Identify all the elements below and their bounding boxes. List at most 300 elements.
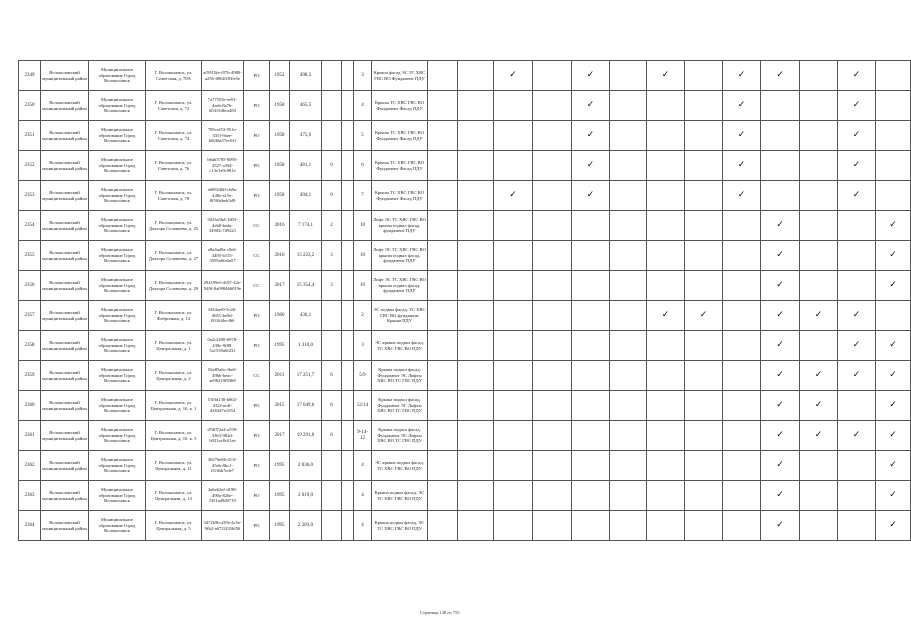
- cell-c1: [322, 91, 342, 121]
- cell-area: 15 223,2: [290, 241, 322, 271]
- cell-c1: [322, 451, 342, 481]
- empty-cell: [494, 391, 533, 421]
- checkmark-icon: ✓: [761, 511, 800, 541]
- cell-municipality: Муниципальное образование Город Волоколамск: [89, 241, 146, 271]
- cell-c3: 10: [354, 211, 372, 241]
- cell-area: 7 174,1: [290, 211, 322, 241]
- empty-cell: [685, 271, 723, 301]
- empty-cell: [533, 211, 572, 241]
- empty-cell: [533, 451, 572, 481]
- checkmark-icon: ✓: [800, 391, 838, 421]
- empty-cell: [572, 451, 610, 481]
- empty-cell: [723, 271, 761, 301]
- cell-municipality: Муниципальное образование Город Волоколамск: [89, 481, 146, 511]
- cell-district: Волоколамский муниципальный район: [41, 271, 89, 301]
- table-body: [19, 61, 911, 541]
- cell-year: 1995: [270, 511, 290, 541]
- checkmark-icon: ✓: [572, 61, 610, 91]
- cell-c1: [322, 511, 342, 541]
- checkmark-icon: ✓: [723, 151, 761, 181]
- empty-cell: [428, 91, 458, 121]
- cell-address: Г. Волоколамск, ул. Центральная, д. 13: [146, 481, 202, 511]
- cell-district: Волоколамский муниципальный район: [41, 241, 89, 271]
- cell-type: РО: [244, 181, 270, 211]
- cell-c3: 9-14-12: [354, 421, 372, 451]
- cell-n: 2351: [19, 121, 41, 151]
- empty-cell: [685, 151, 723, 181]
- empty-cell: [685, 451, 723, 481]
- cell-works: Крыша подвал фасад, Фундамент ЭС Лифты ХВС ВО ТС ГВС ПДУ: [372, 421, 428, 451]
- empty-cell: [723, 211, 761, 241]
- cell-n: 2362: [19, 451, 41, 481]
- cell-n: 2349: [19, 61, 41, 91]
- empty-cell: [428, 511, 458, 541]
- cell-n: 2356: [19, 271, 41, 301]
- cell-type: РО: [244, 61, 270, 91]
- empty-cell: [800, 121, 838, 151]
- cell-c1: [322, 301, 342, 331]
- empty-cell: [647, 331, 685, 361]
- empty-cell: [800, 481, 838, 511]
- cell-n: 2355: [19, 241, 41, 271]
- cell-area: 498,3: [290, 61, 322, 91]
- empty-cell: [685, 211, 723, 241]
- cell-type: РО: [244, 481, 270, 511]
- empty-cell: [761, 151, 800, 181]
- checkmark-icon: ✓: [572, 91, 610, 121]
- cell-c3: 4: [354, 511, 372, 541]
- empty-cell: [647, 271, 685, 301]
- cell-n: 2359: [19, 361, 41, 391]
- empty-cell: [533, 421, 572, 451]
- checkmark-icon: ✓: [876, 451, 911, 481]
- cell-type: СС: [244, 271, 270, 301]
- cell-area: 436,1: [290, 301, 322, 331]
- empty-cell: [458, 151, 494, 181]
- checkmark-icon: ✓: [876, 331, 911, 361]
- checkmark-icon: ✓: [838, 301, 876, 331]
- empty-cell: [876, 301, 911, 331]
- cell-area: 19 291,0: [290, 421, 322, 451]
- checkmark-icon: ✓: [723, 181, 761, 211]
- empty-cell: [800, 211, 838, 241]
- cell-guid: 7a77555e-ee91-4aeb-8a7b-60415d6ca483: [202, 91, 244, 121]
- checkmark-icon: ✓: [876, 391, 911, 421]
- checkmark-icon: ✓: [723, 61, 761, 91]
- cell-year: 1995: [270, 331, 290, 361]
- cell-n: 2364: [19, 511, 41, 541]
- cell-municipality: Муниципальное образование Город Волоколамск: [89, 511, 146, 541]
- cell-type: РО: [244, 301, 270, 331]
- cell-c1: [322, 331, 342, 361]
- cell-guid: a8a4ad9a-c9e6-4495-b155-3595a6fa6a57: [202, 241, 244, 271]
- cell-works: Лифт ЭС ТС ХВС ГВС ВО крыша подвал фасад, фундамент ПДУ: [372, 241, 428, 271]
- checkmark-icon: ✓: [838, 151, 876, 181]
- checkmark-icon: ✓: [876, 421, 911, 451]
- cell-municipality: Муниципальное образование Город Волоколамск: [89, 331, 146, 361]
- cell-type: РО: [244, 151, 270, 181]
- cell-area: 17 251,7: [290, 361, 322, 391]
- checkmark-icon: ✓: [800, 361, 838, 391]
- empty-cell: [533, 271, 572, 301]
- cell-type: РО: [244, 421, 270, 451]
- empty-cell: [533, 91, 572, 121]
- cell-guid: b6ab3785-0095-4527-a394-c13e1a9c981e: [202, 151, 244, 181]
- empty-cell: [723, 511, 761, 541]
- empty-cell: [685, 391, 723, 421]
- empty-cell: [838, 391, 876, 421]
- cell-c3: 7: [354, 181, 372, 211]
- cell-c3: 6: [354, 151, 372, 181]
- empty-cell: [800, 331, 838, 361]
- empty-cell: [838, 481, 876, 511]
- cell-c2: [342, 301, 354, 331]
- cell-address: Г. Волоколамск, ул. Центральная, д. 2: [146, 361, 202, 391]
- table-row: [19, 241, 911, 271]
- empty-cell: [533, 391, 572, 421]
- empty-cell: [610, 481, 647, 511]
- cell-district: Волоколамский муниципальный район: [41, 301, 89, 331]
- empty-cell: [458, 391, 494, 421]
- empty-cell: [533, 181, 572, 211]
- empty-cell: [647, 451, 685, 481]
- empty-cell: [572, 211, 610, 241]
- empty-cell: [428, 121, 458, 151]
- empty-cell: [838, 271, 876, 301]
- cell-year: 2017: [270, 271, 290, 301]
- cell-type: РО: [244, 391, 270, 421]
- empty-cell: [838, 211, 876, 241]
- cell-c2: [342, 61, 354, 91]
- empty-cell: [685, 241, 723, 271]
- cell-year: 1958: [270, 121, 290, 151]
- cell-address: Г. Волоколамск, ул. Советская, д. 72: [146, 91, 202, 121]
- empty-cell: [610, 331, 647, 361]
- cell-district: Волоколамский муниципальный район: [41, 181, 89, 211]
- checkmark-icon: ✓: [572, 121, 610, 151]
- empty-cell: [428, 481, 458, 511]
- cell-c1: 0: [322, 181, 342, 211]
- empty-cell: [610, 91, 647, 121]
- cell-c3: 5/9: [354, 361, 372, 391]
- empty-cell: [685, 511, 723, 541]
- cell-guid: d7d072a4-a559-4363-982d-b921ac8c61ae: [202, 421, 244, 451]
- empty-cell: [572, 241, 610, 271]
- empty-cell: [800, 451, 838, 481]
- checkmark-icon: ✓: [876, 481, 911, 511]
- empty-cell: [723, 421, 761, 451]
- cell-municipality: Муниципальное образование Город Волоколамск: [89, 61, 146, 91]
- empty-cell: [458, 211, 494, 241]
- empty-cell: [533, 481, 572, 511]
- cell-municipality: Муниципальное образование Город Волоколамск: [89, 91, 146, 121]
- empty-cell: [533, 61, 572, 91]
- cell-municipality: Муниципальное образование Город Волоколамск: [89, 211, 146, 241]
- empty-cell: [458, 301, 494, 331]
- cell-c1: [322, 61, 342, 91]
- checkmark-icon: ✓: [838, 91, 876, 121]
- empty-cell: [610, 271, 647, 301]
- cell-municipality: Муниципальное образование Город Волоколамск: [89, 301, 146, 331]
- empty-cell: [494, 481, 533, 511]
- empty-cell: [723, 481, 761, 511]
- empty-cell: [647, 151, 685, 181]
- table-row: [19, 451, 911, 481]
- empty-cell: [494, 91, 533, 121]
- checkmark-icon: ✓: [876, 211, 911, 241]
- cell-type: РО: [244, 511, 270, 541]
- table-row: [19, 91, 911, 121]
- cell-works: Лифт ЭС ТС ХВС ГВС ВО крыша подвал фасад, фундамент ПДУ: [372, 271, 428, 301]
- cell-address: Г. Волоколамск, ул. Центральная, д. 1: [146, 331, 202, 361]
- cell-n: 2353: [19, 181, 41, 211]
- empty-cell: [458, 451, 494, 481]
- empty-cell: [723, 301, 761, 331]
- empty-cell: [610, 61, 647, 91]
- cell-address: Г. Волоколамск, ул. Центральная, д. 11: [146, 451, 202, 481]
- empty-cell: [572, 301, 610, 331]
- empty-cell: [647, 481, 685, 511]
- empty-cell: [838, 511, 876, 541]
- cell-guid: 02a85a6c-fbe0-49bb-beac-ae96419f9368: [202, 361, 244, 391]
- empty-cell: [458, 121, 494, 151]
- empty-cell: [428, 391, 458, 421]
- empty-cell: [647, 361, 685, 391]
- cell-year: 2011: [270, 361, 290, 391]
- checkmark-icon: ✓: [838, 121, 876, 151]
- empty-cell: [428, 241, 458, 271]
- checkmark-icon: ✓: [647, 61, 685, 91]
- cell-c1: 3: [322, 241, 342, 271]
- cell-district: Волоколамский муниципальный район: [41, 91, 89, 121]
- cell-address: Г. Волоколамск, ул. Центральная, д. 10, к. 3: [146, 421, 202, 451]
- checkmark-icon: ✓: [647, 301, 685, 331]
- cell-address: Г. Волоколамск, ул. Фабричная, д. 14: [146, 301, 202, 331]
- cell-municipality: Муниципальное образование Город Волоколамск: [89, 181, 146, 211]
- cell-area: 2 036,0: [290, 451, 322, 481]
- cell-works: Лифт ЭС ТС ХВС ГВС ВО крыша подвал фасад, фундамент ПДУ: [372, 211, 428, 241]
- empty-cell: [610, 421, 647, 451]
- cell-area: 2 283,0: [290, 511, 322, 541]
- cell-district: Волоколамский муниципальный район: [41, 211, 89, 241]
- cell-type: РО: [244, 121, 270, 151]
- cell-address: Г. Волоколамск, ул. Советская, д. 76: [146, 151, 202, 181]
- empty-cell: [494, 331, 533, 361]
- cell-district: Волоколамский муниципальный район: [41, 391, 89, 421]
- cell-municipality: Муниципальное образование Город Волоколамск: [89, 121, 146, 151]
- cell-c2: [342, 511, 354, 541]
- table-row: [19, 301, 911, 331]
- empty-cell: [533, 151, 572, 181]
- cell-c3: 10: [354, 271, 372, 301]
- cell-address: Г. Волоколамск, ул. Центральная, д. 10, к. 1: [146, 391, 202, 421]
- empty-cell: [723, 451, 761, 481]
- empty-cell: [800, 151, 838, 181]
- cell-c2: [342, 121, 354, 151]
- empty-cell: [685, 331, 723, 361]
- cell-c1: 6: [322, 361, 342, 391]
- cell-area: 1 310,0: [290, 331, 322, 361]
- empty-cell: [685, 181, 723, 211]
- empty-cell: [761, 91, 800, 121]
- cell-area: 494,1: [290, 181, 322, 211]
- empty-cell: [533, 121, 572, 151]
- cell-guid: a6092460-cb8a-448e-a15e-8f5f6ebeb3d9: [202, 181, 244, 211]
- empty-cell: [876, 91, 911, 121]
- checkmark-icon: ✓: [761, 391, 800, 421]
- checkmark-icon: ✓: [761, 421, 800, 451]
- empty-cell: [494, 511, 533, 541]
- cell-n: 2361: [19, 421, 41, 451]
- empty-cell: [610, 181, 647, 211]
- checkmark-icon: ✓: [572, 181, 610, 211]
- cell-works: Крыша ТС ХВС ГВС ВО Фундамент Фасад ПДУ: [372, 181, 428, 211]
- cell-address: Г. Волоколамск, ул. Советская, д. 78: [146, 181, 202, 211]
- empty-cell: [458, 481, 494, 511]
- empty-cell: [572, 271, 610, 301]
- checkmark-icon: ✓: [761, 451, 800, 481]
- table-row: [19, 331, 911, 361]
- cell-c2: [342, 211, 354, 241]
- empty-cell: [428, 271, 458, 301]
- cell-type: СС: [244, 211, 270, 241]
- empty-cell: [838, 451, 876, 481]
- empty-cell: [458, 91, 494, 121]
- cell-n: 2352: [19, 151, 41, 181]
- empty-cell: [610, 511, 647, 541]
- cell-n: 2350: [19, 91, 41, 121]
- page-footer: Страница 148 из 755: [420, 610, 460, 615]
- cell-guid: 6f34aef9-5c26-4651-be9d-f5f16f4ecf66: [202, 301, 244, 331]
- cell-works: ЭС крыша подвал фасад, ТС ХВС ГВС ВО ПДУ: [372, 451, 428, 481]
- cell-c2: [342, 421, 354, 451]
- empty-cell: [723, 361, 761, 391]
- empty-cell: [647, 241, 685, 271]
- cell-type: СС: [244, 241, 270, 271]
- checkmark-icon: ✓: [838, 421, 876, 451]
- empty-cell: [800, 511, 838, 541]
- cell-works: ЭС крыша подвал фасад, ТС ХВС ГВС ВО ПДУ: [372, 331, 428, 361]
- cell-type: РО: [244, 91, 270, 121]
- empty-cell: [572, 361, 610, 391]
- checkmark-icon: ✓: [494, 181, 533, 211]
- cell-district: Волоколамский муниципальный район: [41, 121, 89, 151]
- cell-n: 2357: [19, 301, 41, 331]
- cell-address: Г. Волоколамск, ул. Советская, д. 74: [146, 121, 202, 151]
- checkmark-icon: ✓: [838, 361, 876, 391]
- empty-cell: [494, 241, 533, 271]
- cell-district: Волоколамский муниципальный район: [41, 331, 89, 361]
- empty-cell: [761, 121, 800, 151]
- cell-area: 15 354,4: [290, 271, 322, 301]
- cell-district: Волоколамский муниципальный район: [41, 421, 89, 451]
- empty-cell: [838, 241, 876, 271]
- cell-district: Волоколамский муниципальный район: [41, 481, 89, 511]
- empty-cell: [761, 181, 800, 211]
- cell-works: Крыша подвал фасад, ЭС ТС ХВС ГВС ВО ПДУ: [372, 511, 428, 541]
- empty-cell: [685, 121, 723, 151]
- cell-municipality: Муниципальное образование Город Волоколамск: [89, 151, 146, 181]
- empty-cell: [428, 61, 458, 91]
- register-table-container: [18, 60, 897, 541]
- empty-cell: [647, 391, 685, 421]
- cell-year: 1960: [270, 301, 290, 331]
- cell-c1: 6: [322, 391, 342, 421]
- cell-year: 1995: [270, 481, 290, 511]
- empty-cell: [610, 361, 647, 391]
- cell-works: Крыша подвал фасад, ЭС ТС ХВС ГВС ВО ПДУ: [372, 481, 428, 511]
- table-row: [19, 61, 911, 91]
- empty-cell: [458, 361, 494, 391]
- cell-n: 2363: [19, 481, 41, 511]
- cell-municipality: Муниципальное образование Город Волоколамск: [89, 271, 146, 301]
- cell-year: 2015: [270, 391, 290, 421]
- empty-cell: [800, 61, 838, 91]
- empty-cell: [685, 61, 723, 91]
- cell-type: СС: [244, 361, 270, 391]
- empty-cell: [494, 301, 533, 331]
- cell-c2: [342, 391, 354, 421]
- table-row: [19, 151, 911, 181]
- cell-guid: 785cef53-951e-435f-9aee-bfb36a57ec6f1: [202, 121, 244, 151]
- cell-guid: 294199ef-d167-42e-949f-8a098466019e: [202, 271, 244, 301]
- empty-cell: [800, 91, 838, 121]
- empty-cell: [800, 241, 838, 271]
- empty-cell: [533, 301, 572, 331]
- cell-year: 1958: [270, 151, 290, 181]
- empty-cell: [876, 181, 911, 211]
- cell-c1: [322, 481, 342, 511]
- checkmark-icon: ✓: [494, 61, 533, 91]
- cell-address: Г. Волоколамск, ул. Центральная, д. 5: [146, 511, 202, 541]
- table-row: [19, 361, 911, 391]
- cell-works: Крыша фасад ЭС ТС ХВС ГВС ВО Фундамент ПДУ: [372, 61, 428, 91]
- cell-c3: 5: [354, 121, 372, 151]
- empty-cell: [647, 91, 685, 121]
- cell-n: 2360: [19, 391, 41, 421]
- cell-c3: 12/14: [354, 391, 372, 421]
- cell-c3: 3: [354, 331, 372, 361]
- empty-cell: [458, 61, 494, 91]
- checkmark-icon: ✓: [876, 361, 911, 391]
- cell-municipality: Муниципальное образование Город Волоколамск: [89, 421, 146, 451]
- cell-c3: 4: [354, 451, 372, 481]
- checkmark-icon: ✓: [838, 61, 876, 91]
- cell-c2: [342, 151, 354, 181]
- cell-year: 2016: [270, 211, 290, 241]
- checkmark-icon: ✓: [876, 271, 911, 301]
- cell-c2: [342, 91, 354, 121]
- checkmark-icon: ✓: [761, 301, 800, 331]
- cell-type: РО: [244, 451, 270, 481]
- empty-cell: [458, 331, 494, 361]
- table-row: [19, 211, 911, 241]
- cell-year: 1958: [270, 181, 290, 211]
- checkmark-icon: ✓: [723, 121, 761, 151]
- empty-cell: [494, 151, 533, 181]
- cell-guid: 2a6e62ef-d198-490a-826e-5f51ad9d9719: [202, 481, 244, 511]
- cell-c3: 10: [354, 241, 372, 271]
- empty-cell: [458, 241, 494, 271]
- empty-cell: [876, 121, 911, 151]
- checkmark-icon: ✓: [572, 151, 610, 181]
- empty-cell: [428, 211, 458, 241]
- cell-year: 2017: [270, 421, 290, 451]
- empty-cell: [428, 421, 458, 451]
- cell-address: Г. Волоколамск, ул. Доктора Соловьева, д. 25: [146, 211, 202, 241]
- cell-c2: [342, 241, 354, 271]
- cell-works: Крыша подвал фасад, Фундамент ЭС Лифты ХВС ВО ТС ГВС ПДУ: [372, 361, 428, 391]
